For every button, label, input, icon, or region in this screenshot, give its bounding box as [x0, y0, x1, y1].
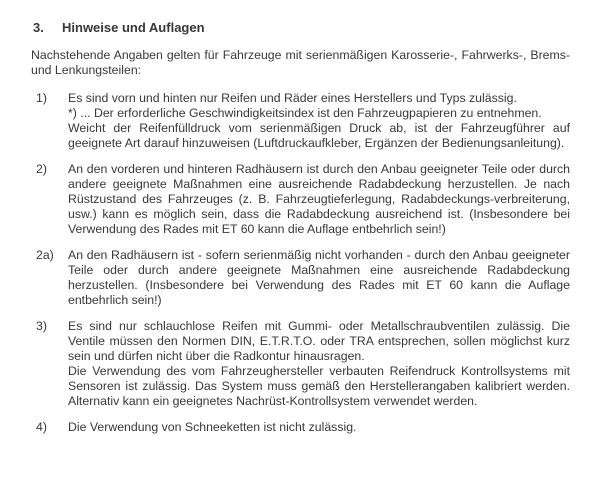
item-paragraph: Die Verwendung des vom Fahrzeughersteller verbauten Reifendruck Kontrollsystems mit Sensoren ist zulässig. Das System muss gemäß den Herstellerangaben kalibriert werden. Alternativ kann ein geeignetes Nachrüst-Kontrollsystem verwendet werden. — [68, 364, 570, 408]
item-number: 3) — [36, 319, 47, 333]
item-body — [68, 162, 570, 237]
item-body — [68, 91, 570, 151]
list-item-4 — [31, 420, 570, 435]
item-paragraph: Es sind vorn und hinten nur Reifen und Räder eines Herstellers und Typs zulässig. — [68, 91, 517, 105]
intro-paragraph: Nachstehende Angaben gelten für Fahrzeuge mit serienmäßigen Karosserie-, Fahrwerks-, Brems- und Lenkungsteilen: — [31, 48, 570, 77]
item-paragraph: Es sind nur schlauchlose Reifen mit Gummi- oder Metallschraubventilen zulässig. Die Ventile müssen den Normen DIN, E.T.R.T.O. oder TRA entsprechen, sollen möglichst kurz sein und dürfen nicht über die Radkontur hinausragen. — [68, 319, 570, 363]
item-body — [68, 420, 570, 435]
item-body — [68, 319, 570, 409]
item-body — [68, 248, 570, 308]
item-paragraph: An den vorderen und hinteren Radhäusern ist durch den Anbau geeigneter Teile oder durch andere geeignete Maßnahmen eine ausreichende Radabdeckung herzustellen. Je nach Rüstzustand des Fahrzeuges (z. B. Fahrzeugtieferlegung, Radabdeckungs-verbreiterung, usw.) kann es möglich sein, dass die Radabdeckung ausreichend ist. (Insbesondere bei Verwendung des Rades mit ET 60 kann die Auflage entbehrlich sein!) — [68, 162, 570, 236]
list-item-3 — [31, 319, 570, 409]
item-number: 1) — [36, 91, 47, 105]
item-number: 4) — [36, 420, 47, 434]
list-item-1 — [31, 91, 570, 151]
item-number: 2a) — [36, 248, 54, 262]
item-paragraph: An den Radhäusern ist - sofern serienmäßig nicht vorhanden - durch den Anbau geeigneter Teile oder durch andere geeignete Maßnahmen eine ausreichende Radabdeckung herzustellen. (Insbesondere bei Verwendung des Rades mit ET 60 kann die Auflage entbehrlich sein!) — [68, 248, 570, 307]
item-paragraph: Die Verwendung von Schneeketten ist nicht zulässig. — [68, 420, 357, 434]
item-number: 2) — [36, 162, 47, 176]
list-item-2 — [31, 162, 570, 237]
section-title: Hinweise und Auflagen — [62, 20, 205, 35]
section-heading — [31, 20, 570, 35]
item-paragraph: *) ... Der erforderliche Geschwindigkeitsindex ist den Fahrzeugpapieren zu entnehmen. — [68, 106, 542, 120]
item-paragraph: Weicht der Reifenfülldruck vom serienmäßigen Druck ab, ist der Fahrzeugführer auf geeignete Art darauf hinzuweisen (Luftdruckaufkleber, Ergänzen der Bedienungsanleitung). — [68, 121, 570, 150]
section-number: 3. — [33, 20, 44, 35]
list-item-2a — [31, 248, 570, 308]
